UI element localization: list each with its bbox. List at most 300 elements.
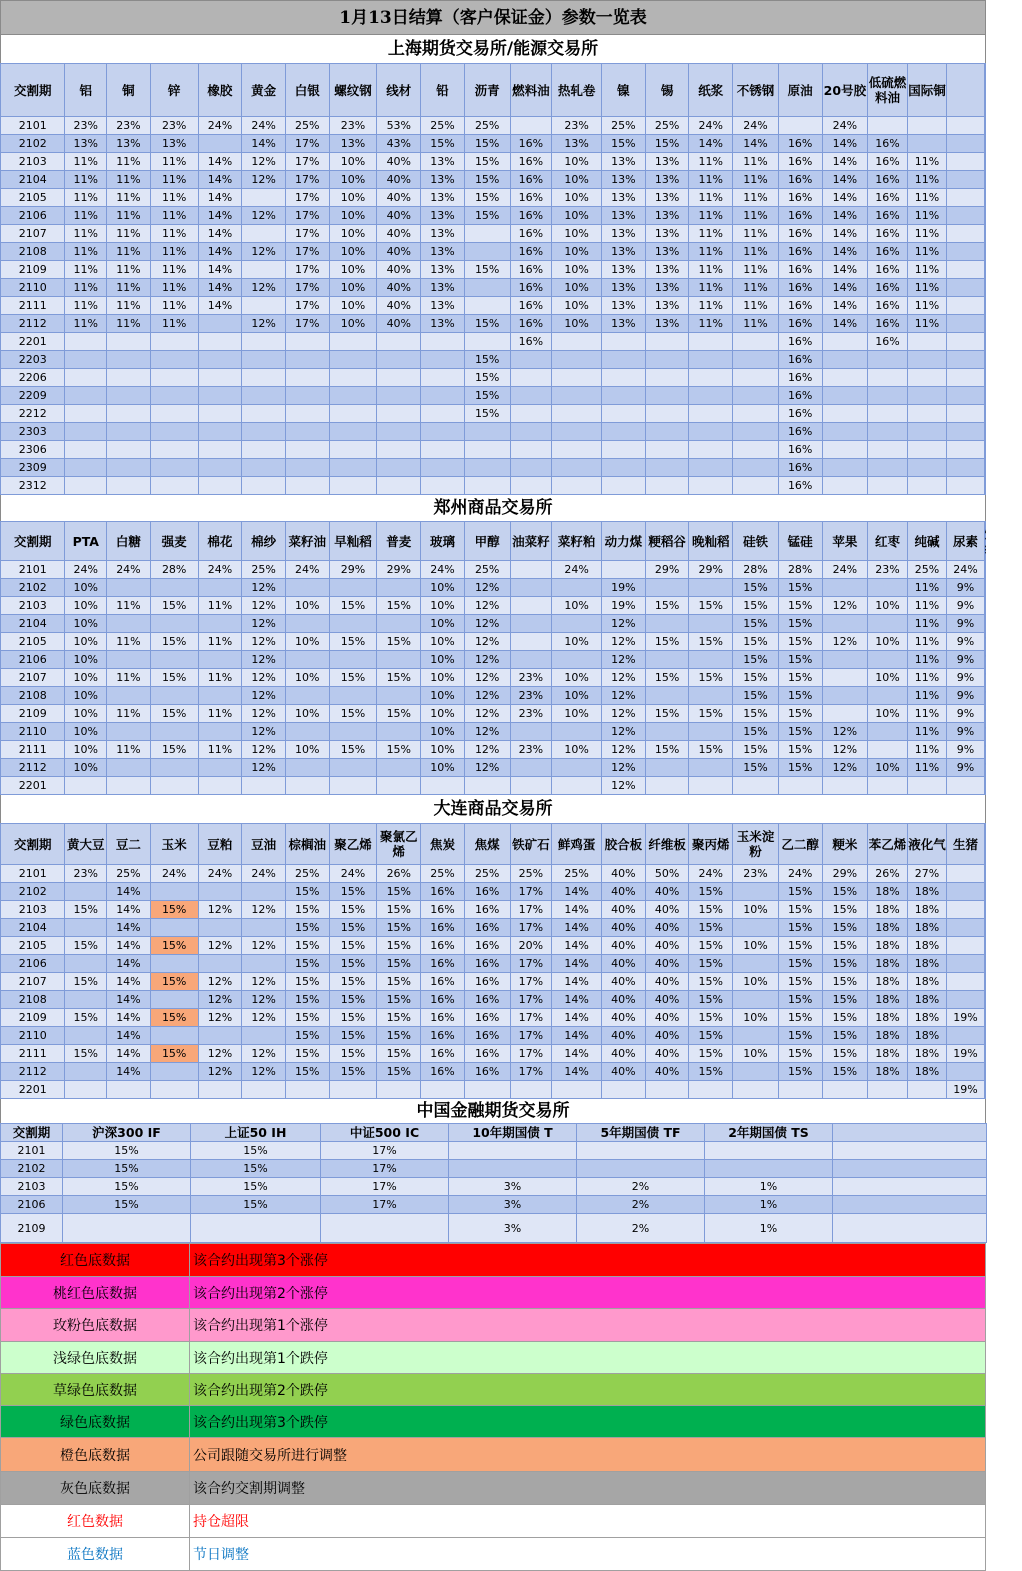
margin-rate-cell: 15% xyxy=(645,705,689,723)
margin-rate-cell xyxy=(510,1081,552,1099)
margin-rate-cell: 11% xyxy=(907,705,947,723)
margin-rate-cell xyxy=(65,1063,107,1081)
column-header: 低硫燃料油 xyxy=(868,64,908,117)
margin-rate-cell: 11% xyxy=(107,633,151,651)
column-header: 液化气 xyxy=(907,824,947,865)
margin-rate-cell: 14% xyxy=(552,937,602,955)
margin-rate-cell xyxy=(907,441,947,459)
dce-margin-table xyxy=(0,823,986,1099)
column-header: 生猪 xyxy=(947,824,984,865)
margin-rate-cell xyxy=(510,561,552,579)
margin-rate-cell: 11% xyxy=(65,297,107,315)
margin-rate-cell: 40% xyxy=(602,901,646,919)
margin-rate-cell: 10% xyxy=(868,705,908,723)
margin-rate-cell: 15% xyxy=(778,759,822,777)
shfe-margin-table xyxy=(0,63,986,495)
legend-key: 草绿色底数据 xyxy=(1,1374,190,1406)
margin-rate-cell: 15% xyxy=(377,937,421,955)
margin-rate-cell: 15% xyxy=(822,901,868,919)
margin-rate-cell xyxy=(510,579,552,597)
margin-rate-cell: 10% xyxy=(733,1009,779,1027)
margin-rate-cell: 16% xyxy=(778,279,822,297)
margin-rate-cell xyxy=(947,441,984,459)
margin-rate-cell xyxy=(107,579,151,597)
margin-rate-cell: 10% xyxy=(552,669,602,687)
margin-rate-cell xyxy=(421,777,465,795)
margin-rate-cell xyxy=(947,459,984,477)
margin-rate-cell: 16% xyxy=(778,351,822,369)
margin-rate-cell: 11% xyxy=(107,669,151,687)
table-row xyxy=(1,597,986,615)
margin-rate-cell xyxy=(868,459,908,477)
margin-rate-cell: 14% xyxy=(107,919,151,937)
margin-rate-cell: 15% xyxy=(778,597,822,615)
cffex-margin-table xyxy=(0,1123,987,1243)
margin-rate-cell xyxy=(984,351,985,369)
margin-rate-cell: 40% xyxy=(645,901,689,919)
margin-rate-cell: 17% xyxy=(510,1045,552,1063)
column-header: 铁矿石 xyxy=(510,824,552,865)
margin-rate-cell: 17% xyxy=(285,153,329,171)
margin-rate-cell xyxy=(947,261,984,279)
margin-rate-cell: 15% xyxy=(65,937,107,955)
margin-rate-cell: 12% xyxy=(242,243,286,261)
margin-rate-cell: 13% xyxy=(645,297,689,315)
margin-rate-cell xyxy=(984,261,985,279)
margin-rate-cell xyxy=(947,117,984,135)
margin-rate-cell: 12% xyxy=(242,991,286,1009)
margin-rate-cell: 11% xyxy=(107,705,151,723)
margin-rate-cell: 10% xyxy=(65,633,107,651)
margin-rate-cell: 16% xyxy=(421,1045,465,1063)
margin-rate-cell: 11% xyxy=(907,207,947,225)
margin-rate-cell: 17% xyxy=(285,225,329,243)
margin-rate-cell: 19% xyxy=(947,1009,984,1027)
margin-rate-cell xyxy=(822,651,868,669)
margin-rate-cell xyxy=(107,777,151,795)
margin-rate-cell: 12% xyxy=(242,705,286,723)
column-header: 燃料油 xyxy=(510,64,552,117)
margin-rate-cell: 10% xyxy=(65,651,107,669)
delivery-period-cell: 2312 xyxy=(1,477,65,495)
margin-rate-cell xyxy=(645,777,689,795)
margin-rate-cell xyxy=(329,459,377,477)
margin-rate-cell: 11% xyxy=(107,261,151,279)
margin-rate-cell xyxy=(833,1214,987,1243)
delivery-period-cell: 2110 xyxy=(1,1027,65,1045)
margin-rate-cell xyxy=(377,351,421,369)
margin-rate-cell: 40% xyxy=(602,991,646,1009)
margin-rate-cell: 15% xyxy=(464,387,510,405)
margin-rate-cell: 12% xyxy=(602,723,646,741)
margin-rate-cell xyxy=(822,369,868,387)
margin-rate-cell: 16% xyxy=(868,153,908,171)
column-header: 热轧卷 xyxy=(552,64,602,117)
margin-rate-cell xyxy=(421,459,465,477)
margin-rate-cell: 16% xyxy=(778,459,822,477)
margin-rate-cell xyxy=(464,279,510,297)
margin-rate-cell xyxy=(947,279,984,297)
delivery-period-cell: 2101 xyxy=(1,561,65,579)
margin-rate-cell: 11% xyxy=(907,669,947,687)
margin-rate-cell xyxy=(984,705,985,723)
margin-rate-cell: 11% xyxy=(107,171,151,189)
legend-row xyxy=(1,1342,986,1374)
column-header: 聚乙烯 xyxy=(329,824,377,865)
column-header: 线材 xyxy=(377,64,421,117)
margin-rate-cell: 10% xyxy=(552,597,602,615)
margin-rate-cell: 15% xyxy=(377,705,421,723)
margin-rate-cell: 13% xyxy=(421,297,465,315)
margin-rate-cell xyxy=(733,883,779,901)
margin-rate-cell: 13% xyxy=(645,153,689,171)
margin-rate-cell xyxy=(822,459,868,477)
margin-rate-cell xyxy=(65,919,107,937)
margin-rate-cell: 24% xyxy=(778,865,822,883)
margin-rate-cell: 12% xyxy=(242,153,286,171)
margin-rate-cell: 11% xyxy=(65,261,107,279)
margin-rate-cell: 15% xyxy=(689,741,733,759)
delivery-period-cell: 2201 xyxy=(1,1081,65,1099)
margin-rate-cell: 9% xyxy=(947,705,984,723)
margin-rate-cell: 16% xyxy=(421,991,465,1009)
margin-rate-cell xyxy=(868,723,908,741)
column-header: 白银 xyxy=(285,64,329,117)
margin-rate-cell xyxy=(822,405,868,423)
margin-rate-cell: 16% xyxy=(464,991,510,1009)
column-header: 胶合板 xyxy=(602,824,646,865)
margin-rate-cell xyxy=(107,1081,151,1099)
margin-rate-cell xyxy=(602,369,646,387)
margin-rate-cell: 25% xyxy=(602,117,646,135)
margin-rate-cell xyxy=(552,351,602,369)
table-row xyxy=(1,1178,987,1196)
margin-rate-cell: 13% xyxy=(645,225,689,243)
table-row xyxy=(1,883,986,901)
margin-rate-cell xyxy=(833,1160,987,1178)
margin-rate-cell: 12% xyxy=(242,759,286,777)
table-row xyxy=(1,477,986,495)
margin-rate-cell: 15% xyxy=(285,919,329,937)
table-row xyxy=(1,615,986,633)
table-row xyxy=(1,351,986,369)
margin-rate-cell: 11% xyxy=(150,189,198,207)
table-row xyxy=(1,441,986,459)
margin-rate-cell xyxy=(285,579,329,597)
margin-rate-cell: 15% xyxy=(733,741,779,759)
margin-rate-cell xyxy=(107,369,151,387)
margin-rate-cell xyxy=(984,937,985,955)
margin-rate-cell: 40% xyxy=(602,1045,646,1063)
margin-rate-cell xyxy=(733,1027,779,1045)
legend-key: 灰色底数据 xyxy=(1,1472,190,1505)
margin-rate-cell: 15% xyxy=(464,261,510,279)
margin-rate-cell: 12% xyxy=(242,171,286,189)
margin-rate-cell: 17% xyxy=(321,1178,449,1196)
margin-rate-cell xyxy=(329,1081,377,1099)
margin-rate-cell: 13% xyxy=(421,279,465,297)
margin-rate-cell xyxy=(602,333,646,351)
margin-rate-cell xyxy=(63,1214,191,1243)
margin-rate-cell: 16% xyxy=(464,919,510,937)
margin-rate-cell xyxy=(984,1009,985,1027)
margin-rate-cell: 13% xyxy=(602,171,646,189)
margin-rate-cell: 15% xyxy=(65,973,107,991)
margin-rate-cell: 13% xyxy=(602,261,646,279)
margin-rate-cell: 14% xyxy=(822,243,868,261)
column-header xyxy=(984,824,985,865)
margin-rate-cell: 14% xyxy=(198,153,242,171)
margin-rate-cell: 18% xyxy=(868,1063,908,1081)
margin-rate-cell xyxy=(150,615,198,633)
margin-rate-cell: 15% xyxy=(329,901,377,919)
column-header: 锰硅 xyxy=(778,522,822,561)
delivery-period-cell: 2112 xyxy=(1,759,65,777)
margin-rate-cell xyxy=(947,1027,984,1045)
margin-rate-cell: 15% xyxy=(645,597,689,615)
margin-rate-cell xyxy=(242,919,286,937)
margin-rate-cell: 11% xyxy=(907,759,947,777)
margin-rate-cell: 15% xyxy=(464,369,510,387)
margin-rate-cell: 15% xyxy=(689,597,733,615)
table-row xyxy=(1,705,986,723)
margin-rate-cell: 10% xyxy=(868,633,908,651)
margin-rate-cell: 24% xyxy=(421,561,465,579)
margin-rate-cell xyxy=(733,919,779,937)
margin-rate-cell: 16% xyxy=(868,135,908,153)
margin-rate-cell: 16% xyxy=(510,207,552,225)
margin-rate-cell: 15% xyxy=(733,687,779,705)
margin-rate-cell: 15% xyxy=(733,597,779,615)
margin-rate-cell: 10% xyxy=(552,315,602,333)
margin-rate-cell xyxy=(198,405,242,423)
margin-rate-cell xyxy=(822,777,868,795)
margin-rate-cell: 11% xyxy=(733,243,779,261)
margin-rate-cell xyxy=(577,1142,705,1160)
margin-rate-cell: 12% xyxy=(242,207,286,225)
margin-rate-cell: 11% xyxy=(907,687,947,705)
delivery-period-cell: 2108 xyxy=(1,687,65,705)
delivery-period-cell: 2106 xyxy=(1,1196,63,1214)
margin-rate-cell: 11% xyxy=(107,597,151,615)
margin-rate-cell xyxy=(868,687,908,705)
margin-rate-cell: 15% xyxy=(778,741,822,759)
delivery-period-cell: 2101 xyxy=(1,117,65,135)
margin-rate-cell xyxy=(868,405,908,423)
table-row xyxy=(1,651,986,669)
margin-rate-cell xyxy=(191,1214,321,1243)
margin-rate-cell xyxy=(242,955,286,973)
margin-rate-cell: 13% xyxy=(602,279,646,297)
margin-rate-cell: 11% xyxy=(198,669,242,687)
margin-rate-cell: 15% xyxy=(377,741,421,759)
margin-rate-cell: 11% xyxy=(733,189,779,207)
margin-rate-cell: 14% xyxy=(822,261,868,279)
table-row xyxy=(1,633,986,651)
margin-rate-cell: 1% xyxy=(705,1178,833,1196)
margin-rate-cell: 28% xyxy=(778,561,822,579)
margin-rate-cell: 15% xyxy=(733,651,779,669)
margin-rate-cell: 17% xyxy=(285,279,329,297)
margin-rate-cell: 13% xyxy=(645,315,689,333)
margin-rate-cell: 23% xyxy=(868,561,908,579)
margin-rate-cell: 16% xyxy=(421,1063,465,1081)
margin-rate-cell xyxy=(377,405,421,423)
margin-rate-cell: 16% xyxy=(868,243,908,261)
margin-rate-cell xyxy=(198,723,242,741)
column-header: 白糖 xyxy=(107,522,151,561)
margin-rate-cell: 16% xyxy=(510,261,552,279)
margin-rate-cell xyxy=(645,651,689,669)
margin-rate-cell: 15% xyxy=(822,919,868,937)
margin-rate-cell: 12% xyxy=(464,579,510,597)
delivery-period-cell: 2111 xyxy=(1,297,65,315)
margin-rate-cell: 15% xyxy=(778,883,822,901)
margin-rate-cell xyxy=(198,135,242,153)
margin-rate-cell xyxy=(198,459,242,477)
margin-rate-cell: 12% xyxy=(602,741,646,759)
margin-rate-cell xyxy=(464,297,510,315)
margin-rate-cell: 9% xyxy=(947,741,984,759)
margin-rate-cell xyxy=(65,883,107,901)
delivery-period-cell: 2111 xyxy=(1,1045,65,1063)
delivery-period-cell: 2107 xyxy=(1,669,65,687)
margin-rate-cell: 29% xyxy=(689,561,733,579)
margin-rate-cell: 12% xyxy=(464,615,510,633)
margin-rate-cell xyxy=(984,441,985,459)
margin-rate-cell xyxy=(822,669,868,687)
margin-rate-cell: 12% xyxy=(602,633,646,651)
table-row xyxy=(1,135,986,153)
margin-rate-cell: 17% xyxy=(510,1027,552,1045)
margin-rate-cell: 15% xyxy=(778,615,822,633)
margin-rate-cell xyxy=(733,955,779,973)
margin-rate-cell: 15% xyxy=(733,759,779,777)
margin-rate-cell: 12% xyxy=(822,597,868,615)
margin-rate-cell: 15% xyxy=(645,741,689,759)
legend-key: 红色数据 xyxy=(1,1505,190,1538)
margin-rate-cell xyxy=(150,333,198,351)
margin-rate-cell xyxy=(947,387,984,405)
column-header: 苹果 xyxy=(822,522,868,561)
margin-rate-cell: 13% xyxy=(421,153,465,171)
margin-rate-cell: 15% xyxy=(778,937,822,955)
delivery-period-cell: 2102 xyxy=(1,883,65,901)
margin-rate-cell: 10% xyxy=(421,615,465,633)
table-row xyxy=(1,973,986,991)
table-row xyxy=(1,1009,986,1027)
delivery-period-cell: 2109 xyxy=(1,1214,63,1243)
margin-rate-cell xyxy=(733,405,779,423)
margin-rate-cell: 40% xyxy=(377,315,421,333)
column-header-delivery-period: 交割期 xyxy=(1,522,65,561)
margin-rate-cell: 17% xyxy=(510,1063,552,1081)
margin-rate-cell: 9% xyxy=(947,687,984,705)
margin-rate-cell: 12% xyxy=(464,759,510,777)
margin-rate-cell: 24% xyxy=(552,561,602,579)
margin-rate-cell: 18% xyxy=(868,919,908,937)
margin-rate-cell xyxy=(907,423,947,441)
margin-rate-cell xyxy=(242,369,286,387)
margin-rate-cell: 16% xyxy=(510,189,552,207)
margin-rate-cell: 10% xyxy=(733,973,779,991)
margin-rate-cell xyxy=(947,225,984,243)
margin-rate-cell: 10% xyxy=(868,759,908,777)
margin-rate-cell xyxy=(552,333,602,351)
margin-rate-cell xyxy=(377,579,421,597)
margin-rate-cell: 9% xyxy=(947,759,984,777)
margin-rate-cell xyxy=(552,777,602,795)
margin-rate-cell: 10% xyxy=(65,579,107,597)
margin-rate-cell: 40% xyxy=(645,1063,689,1081)
margin-rate-cell xyxy=(107,651,151,669)
margin-rate-cell xyxy=(822,351,868,369)
margin-rate-cell: 12% xyxy=(464,741,510,759)
margin-rate-cell: 11% xyxy=(689,297,733,315)
margin-rate-cell: 13% xyxy=(602,225,646,243)
margin-rate-cell xyxy=(285,723,329,741)
margin-rate-cell: 26% xyxy=(868,865,908,883)
margin-rate-cell xyxy=(868,777,908,795)
margin-rate-cell: 14% xyxy=(552,955,602,973)
margin-rate-cell: 15% xyxy=(464,405,510,423)
margin-rate-cell: 15% xyxy=(191,1142,321,1160)
margin-rate-cell: 13% xyxy=(602,315,646,333)
margin-rate-cell xyxy=(65,351,107,369)
margin-rate-cell xyxy=(377,615,421,633)
margin-rate-cell: 11% xyxy=(907,633,947,651)
margin-rate-cell: 15% xyxy=(689,883,733,901)
margin-rate-cell xyxy=(868,351,908,369)
margin-rate-cell xyxy=(65,1027,107,1045)
margin-rate-cell xyxy=(645,333,689,351)
margin-rate-cell xyxy=(552,1081,602,1099)
column-header: 普麦 xyxy=(377,522,421,561)
margin-rate-cell xyxy=(947,189,984,207)
margin-rate-cell: 9% xyxy=(947,579,984,597)
margin-rate-cell: 40% xyxy=(377,189,421,207)
column-header: 棉花 xyxy=(198,522,242,561)
margin-rate-cell: 18% xyxy=(907,955,947,973)
delivery-period-cell: 2209 xyxy=(1,387,65,405)
margin-rate-cell xyxy=(984,405,985,423)
margin-rate-cell: 15% xyxy=(63,1160,191,1178)
margin-rate-cell xyxy=(150,687,198,705)
margin-rate-cell xyxy=(947,991,984,1009)
margin-rate-cell: 11% xyxy=(907,615,947,633)
margin-rate-cell: 15% xyxy=(421,135,465,153)
margin-rate-cell xyxy=(150,423,198,441)
margin-rate-cell xyxy=(510,651,552,669)
margin-rate-cell: 16% xyxy=(464,1063,510,1081)
margin-rate-cell: 15% xyxy=(689,669,733,687)
column-header: 聚丙烯 xyxy=(689,824,733,865)
margin-rate-cell: 12% xyxy=(242,579,286,597)
margin-rate-cell: 11% xyxy=(733,207,779,225)
margin-rate-cell: 40% xyxy=(602,1009,646,1027)
margin-rate-cell: 24% xyxy=(150,865,198,883)
margin-rate-cell: 15% xyxy=(377,1027,421,1045)
margin-rate-cell: 12% xyxy=(242,741,286,759)
margin-rate-cell: 11% xyxy=(907,315,947,333)
margin-rate-cell xyxy=(377,477,421,495)
margin-rate-cell: 15% xyxy=(689,937,733,955)
margin-rate-cell: 16% xyxy=(778,135,822,153)
margin-rate-cell: 12% xyxy=(198,937,242,955)
margin-rate-cell xyxy=(65,955,107,973)
margin-rate-cell: 12% xyxy=(242,615,286,633)
margin-rate-cell: 10% xyxy=(65,687,107,705)
